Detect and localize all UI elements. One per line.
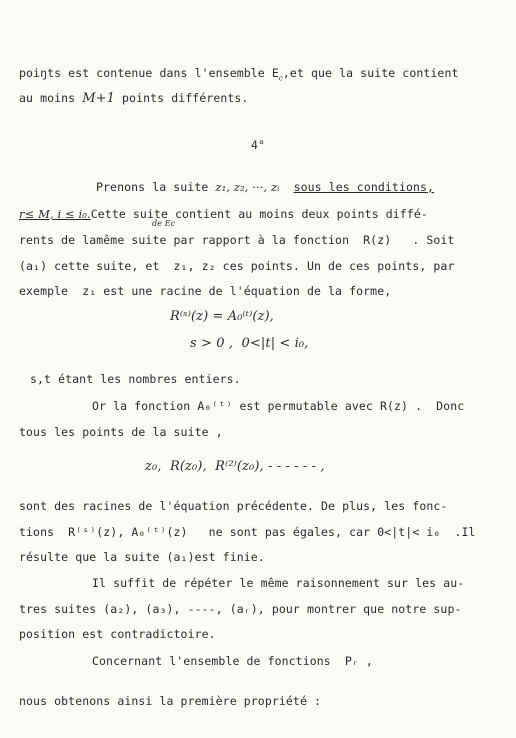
- text-line: s,t étant les nombres entiers.: [30, 372, 241, 386]
- equation: R⁽ˢ⁾(z) = A₀⁽ᵗ⁾(z),: [170, 309, 274, 324]
- text-line: tres suites (a₂), (a₃), ----, (aᵣ), pour montrer que notre sup-: [19, 602, 462, 616]
- text-line: résulte que la suite (a₁)est finie.: [19, 550, 265, 564]
- section-number: 4°: [250, 138, 266, 152]
- text-line: au moins M+1 points différents.: [19, 91, 249, 106]
- text-line: poiŋts est contenue dans l'ensemble $E_c,et$ que la suite contient: [19, 66, 459, 83]
- text-line: tions R⁽ˢ⁾(z), A₀⁽ᵗ⁾(z) ne sont pas égales, car 0<|t|< i₀ .Il: [19, 525, 476, 539]
- text-line: Il suffit de répéter le même raisonnement sur les au-: [92, 576, 465, 590]
- text-line: exemple z₁ est une racine de l'équation de la forme,: [19, 284, 392, 298]
- text-line: nous obtenons ainsi la première propriété :: [19, 694, 322, 708]
- text-line: Prenons la suite z₁, z₂, ···, zᵢ sous les conditions,: [96, 180, 435, 194]
- equation: z₀, R(z₀), R⁽²⁾(z₀), - - - - - - ,: [145, 459, 325, 474]
- handwritten-annotation: de Ec: [152, 219, 176, 228]
- text-line: tous les points de la suite ,: [19, 425, 223, 439]
- equation: s > 0 , 0<|t| < i₀,: [190, 336, 309, 351]
- text-line: rents de lamême suite par rapport à la fonction R(z) . Soit: [19, 233, 455, 247]
- text-line: r≤ M, i ≤ i₀.Cette suite contient au moins deux points diffé-: [19, 207, 428, 221]
- text-line: (a₁) cette suite, et z₁, z₂ ces points. Un de ces points, par: [19, 259, 455, 273]
- text-line: position est contradictoire.: [19, 627, 216, 641]
- text-line: sont des racines de l'équation précédente. De plus, les fonc-: [19, 499, 448, 513]
- text-line: Concernant l'ensemble de fonctions Pᵣ ,: [92, 654, 373, 668]
- text-line: Or la fonction A₀⁽ᵗ⁾ est permutable avec R(z) . Donc: [92, 399, 465, 413]
